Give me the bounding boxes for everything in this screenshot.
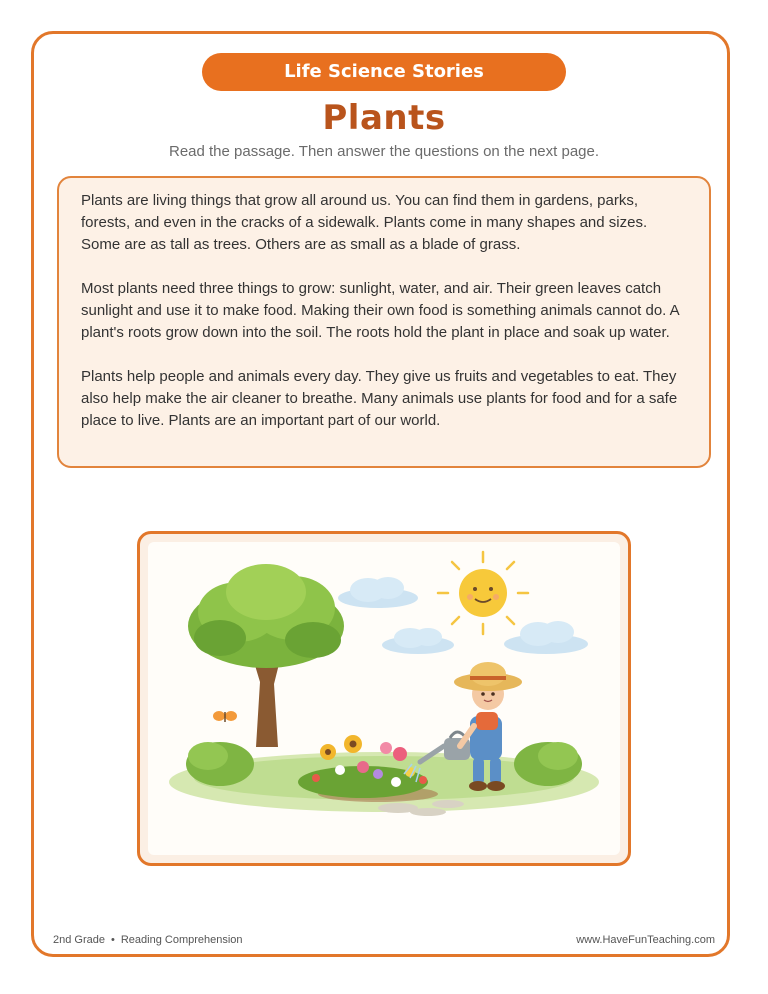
illustration-frame [137, 531, 631, 866]
instructions: Read the passage. Then answer the questions on the next page. [168, 143, 600, 160]
butterfly-icon [213, 711, 237, 722]
sun-icon [438, 552, 528, 634]
footer-subject: Reading Comprehension [120, 934, 243, 946]
tree-icon [188, 564, 344, 747]
page-title: Plants [322, 98, 446, 138]
footer-separator: • [110, 934, 115, 946]
series-banner: Life Science Stories [202, 53, 566, 91]
passage-paragraph-2: Most plants need three things to grow: sunlight, water, and air. Their green leaves catch sunlight and use it to make food. Making their own food is something animals cannot do. A plant's roots grow down into the soil. The roots hold the plant in place and soak up water. [81, 280, 679, 341]
footer-website: www.HaveFunTeaching.com [576, 934, 715, 946]
passage-box [57, 176, 711, 468]
footer-grade-subject [53, 932, 243, 948]
passage-paragraph-1: Plants are living things that grow all around us. You can find them in gardens, parks, forests, and even in the cracks of a sidewalk. Plants come in many shapes and sizes. Some are as tall as trees. Others are as small as a blade of grass. [81, 192, 648, 253]
garden-illustration [148, 542, 620, 855]
footer-grade: 2nd Grade [53, 934, 105, 946]
passage-paragraph-3: Plants help people and animals every day. They give us fruits and vegetables to eat. They also help make the air cleaner to breathe. Many animals use plants for food and for a safe place to live. Plants are an important part of our world. [81, 368, 678, 429]
